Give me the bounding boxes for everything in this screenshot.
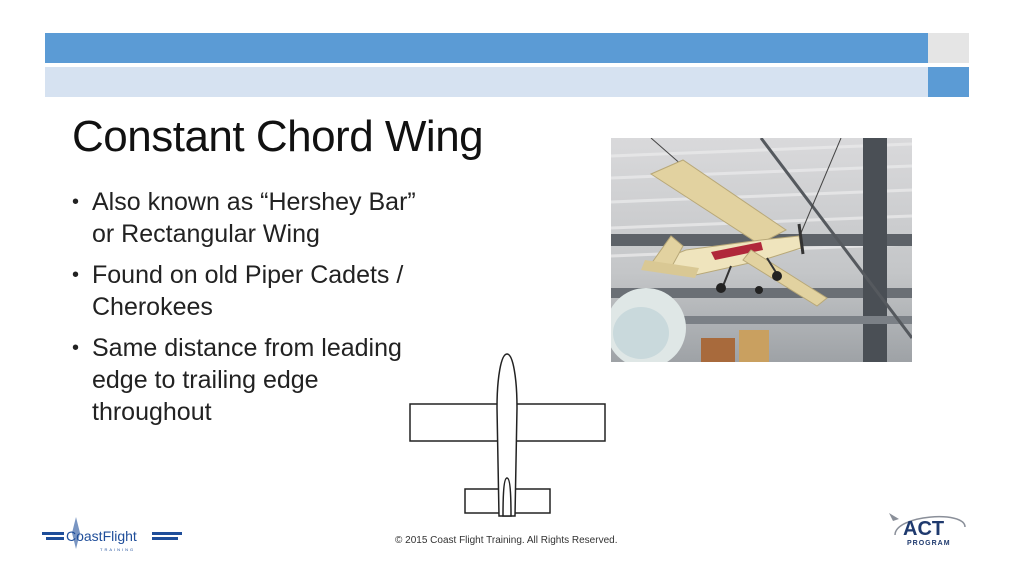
logo-left-text: CoastFlight	[66, 528, 137, 544]
header-bar-bottom-end	[928, 67, 969, 97]
bullet-item	[72, 259, 472, 323]
logo-right-text: ACT	[903, 518, 945, 540]
act-program-logo	[885, 505, 975, 555]
bullet-line: edge to trailing edge	[92, 366, 319, 394]
model-airplane-photo	[611, 138, 912, 362]
slide-title: Constant Chord Wing	[72, 112, 484, 161]
bullet-line: or Rectangular Wing	[92, 220, 320, 248]
bullet-line: • Also known as “Hershey Bar”	[92, 188, 416, 216]
bullet-line: • Same distance from leading	[92, 334, 402, 362]
bullet-line: throughout	[92, 398, 212, 426]
logo-left-subtext: TRAINING	[100, 547, 136, 552]
bullet-line: Cherokees	[92, 293, 213, 321]
header-bar-bottom	[45, 67, 928, 97]
bullet-item	[72, 186, 472, 250]
constant-chord-wing-diagram	[405, 348, 610, 524]
logo-right-subtext: PROGRAM	[907, 540, 951, 547]
copyright-text: © 2015 Coast Flight Training. All Rights Reserved.	[395, 535, 618, 546]
header-bar-top-end	[928, 33, 969, 63]
bullet-line: • Found on old Piper Cadets /	[92, 261, 404, 289]
coastflight-logo	[40, 515, 185, 555]
header-bar-top	[45, 33, 928, 63]
